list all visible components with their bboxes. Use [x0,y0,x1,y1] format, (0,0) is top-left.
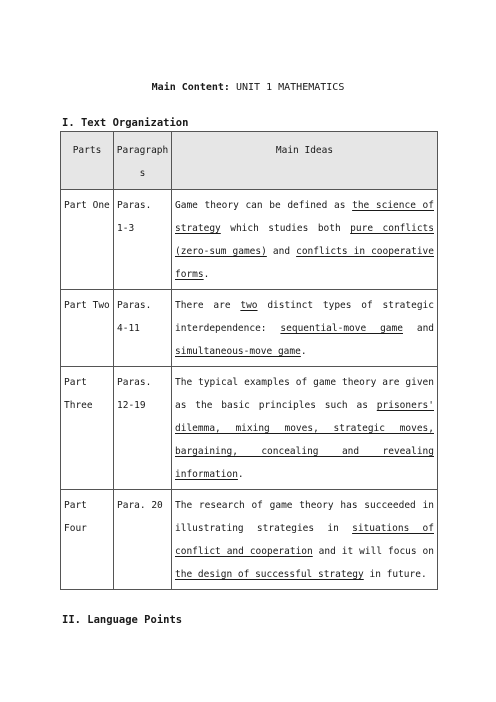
underlined-phrase: the design of successful strategy [175,569,364,580]
idea-text: . [203,269,210,280]
underlined-phrase: two [240,300,258,311]
underlined-phrase: situations of conflict and cooperation [175,523,434,557]
main-title-label: Main Content: [151,82,230,93]
cell-part: Part Four [61,490,114,590]
idea-text: There are [175,300,241,311]
cell-paragraphs: Paras. 4-11 [114,290,172,367]
text-organization-table [60,131,438,590]
idea-text: Game theory can be defined as [175,200,353,211]
header-paragraphs: Paragraphs [114,132,172,190]
underlined-phrase: pure conflicts (zero-sum games) [175,223,434,257]
cell-part: Part One [61,190,114,290]
underlined-phrase: sequential-move game [280,323,403,334]
idea-text: and [266,246,297,257]
underlined-phrase: the science of strategy [175,200,434,234]
cell-part: Part Two [61,290,114,367]
cell-main-idea [172,367,438,490]
header-parts: Parts [61,132,114,190]
table-row [61,290,438,367]
underlined-phrase: prisoners' dilemma, mixing moves, strategic moves, bargaining, concealing and revealing information [175,400,434,480]
cell-paragraphs: Paras. 12-19 [114,367,172,490]
table-header-row [61,132,438,190]
underlined-phrase: conflicts in cooperative forms [175,246,434,280]
main-title [0,82,496,93]
section-heading-text-organization: I. Text Organization [62,117,189,129]
cell-main-idea [172,290,438,367]
header-main-ideas: Main Ideas [172,132,438,190]
idea-text: . [300,346,307,357]
cell-main-idea [172,190,438,290]
idea-text: and it will focus on [312,546,434,557]
table-row [61,190,438,290]
table-row [61,367,438,490]
cell-paragraphs: Paras. 1-3 [114,190,172,290]
section-heading-language-points: II. Language Points [62,614,183,626]
idea-text: The research of game theory has succeeded in illustrating strategies in [175,500,434,534]
underlined-phrase: simultaneous-move game [175,346,301,357]
idea-text: . [237,469,244,480]
table-row [61,490,438,590]
idea-text: and [402,323,435,334]
idea-text: which studies both [220,223,351,234]
idea-text: in future. [363,569,427,580]
main-title-value: UNIT 1 MATHEMATICS [235,82,345,93]
cell-paragraphs: Para. 20 [114,490,172,590]
cell-part: Part Three [61,367,114,490]
idea-text: The typical examples of game theory are given as the basic principles such as [175,377,434,411]
cell-main-idea [172,490,438,590]
idea-text: distinct types of strategic interdependence: [175,300,434,334]
